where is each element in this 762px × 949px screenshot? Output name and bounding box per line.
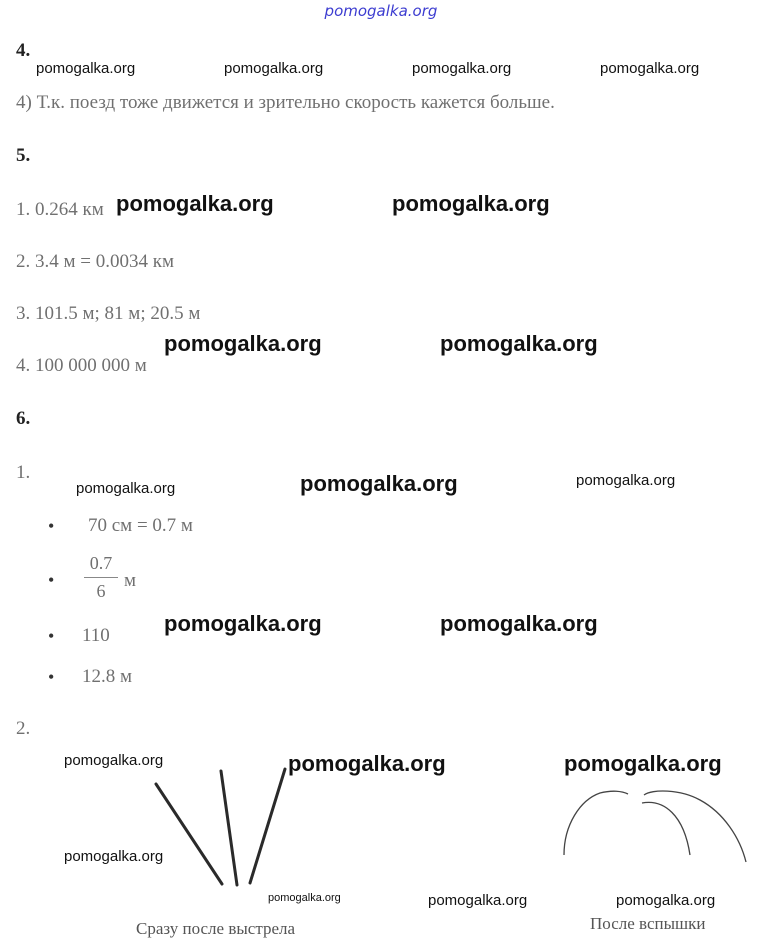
watermark: pomogalka.org: [412, 60, 512, 77]
fraction-denominator: 6: [96, 581, 106, 601]
watermark: pomogalka.org: [428, 892, 528, 909]
watermark: pomogalka.org: [64, 848, 164, 865]
watermark: pomogalka.org: [440, 331, 598, 356]
section-5-number: 5.: [16, 145, 31, 166]
watermark: pomogalka.org: [64, 752, 164, 769]
section-5-item-3: 3. 101.5 м; 81 м; 20.5 м: [16, 303, 201, 324]
flash-arcs: [564, 791, 746, 862]
trajectory-line-left: [156, 784, 222, 884]
watermark: pomogalka.org: [164, 331, 322, 356]
trajectory-line-middle: [221, 771, 237, 885]
caption-after-shot: Сразу после выстрела: [136, 919, 296, 938]
watermark: pomogalka.org: [36, 60, 136, 77]
section-5-item-1: 1. 0.264 км: [16, 199, 104, 220]
section-5-item-4: 4. 100 000 000 м: [16, 355, 147, 376]
watermark: pomogalka.org: [600, 60, 700, 77]
flash-arc-left: [564, 791, 628, 855]
watermark: pomogalka.org: [440, 611, 598, 636]
watermark: pomogalka.org: [224, 60, 324, 77]
caption-after-flash: После вспышки: [590, 914, 706, 933]
section-6-item-2-label: 2.: [16, 718, 31, 739]
bullet-value-2: 110: [82, 625, 110, 646]
fraction-numerator: 0.7: [89, 553, 113, 573]
watermark: pomogalka.org: [76, 480, 176, 497]
watermark: pomogalka.org: [392, 191, 550, 216]
bullet-trajectory-lines: [156, 769, 285, 885]
watermark: pomogalka.org: [576, 472, 676, 489]
watermark: pomogalka.org: [564, 751, 722, 776]
section-6-number: 6.: [16, 408, 31, 429]
watermark: pomogalka.org: [268, 892, 341, 904]
trajectory-line-right: [250, 769, 285, 883]
watermark: pomogalka.org: [300, 471, 458, 496]
flash-arc-right: [644, 791, 746, 862]
bullet-value-1: 70 см = 0.7 м: [88, 515, 193, 536]
bullet-icon: •: [48, 516, 55, 536]
bullet-icon: •: [48, 626, 55, 646]
bullet-value-3: 12.8 м: [82, 666, 133, 687]
section-4-answer: 4) Т.к. поезд тоже движется и зрительно скорость кажется больше.: [16, 92, 555, 113]
watermark: pomogalka.org: [116, 191, 274, 216]
flash-arc-middle: [642, 802, 690, 855]
watermark: pomogalka.org: [288, 751, 446, 776]
fraction-unit: м: [124, 570, 137, 591]
bullet-icon: •: [48, 570, 55, 590]
bullet-icon: •: [48, 667, 55, 687]
header-watermark[interactable]: pomogalka.org: [324, 2, 438, 20]
section-6-item-1-label: 1.: [16, 462, 31, 483]
watermark: pomogalka.org: [164, 611, 322, 636]
section-4-number: 4.: [16, 40, 31, 61]
watermark: pomogalka.org: [616, 892, 716, 909]
section-5-item-2: 2. 3.4 м = 0.0034 км: [16, 251, 174, 272]
